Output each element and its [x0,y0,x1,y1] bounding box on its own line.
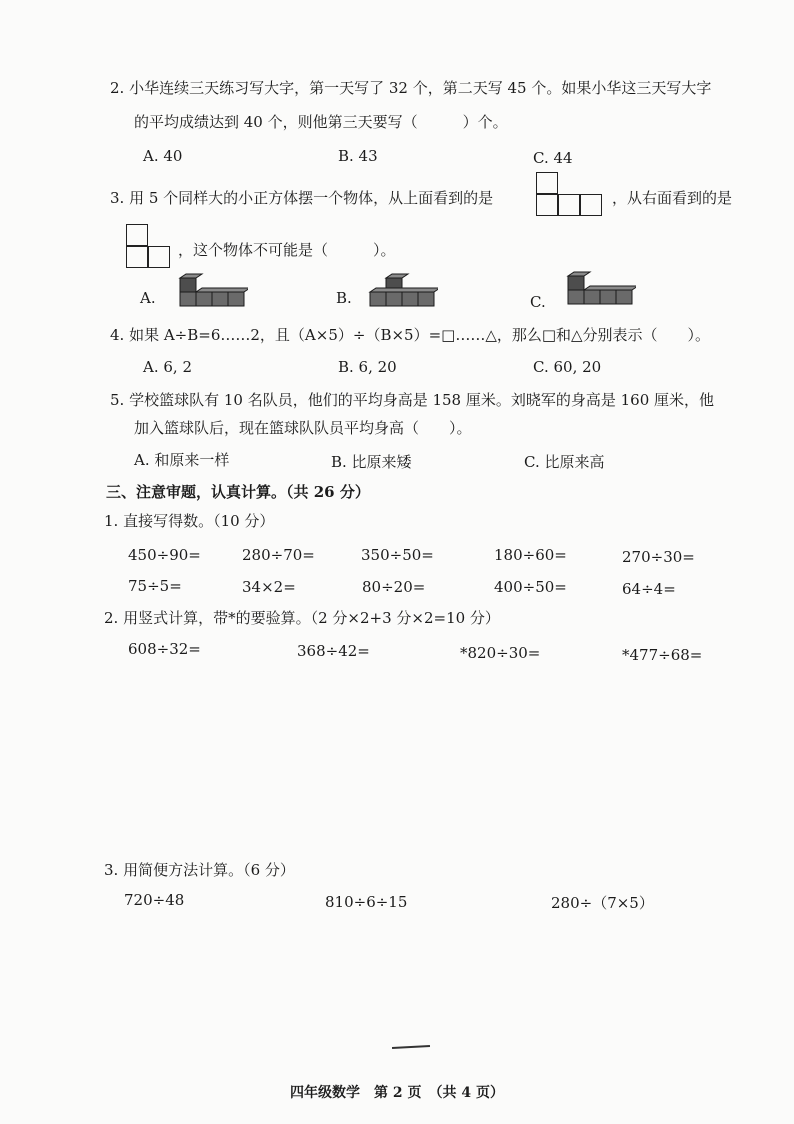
vertical-calc-item: 368÷42= [297,642,370,660]
q4-option-a: A. 6, 2 [143,358,192,376]
vertical-calc-item: *477÷68= [622,646,703,664]
section3-title: 三、注意审题，认真计算。（共 26 分） [106,483,370,501]
right-view-figure [126,224,174,270]
simplify-calc-item: 280÷（7×5） [551,894,654,912]
simplify-calc-item: 810÷6÷15 [325,893,408,911]
calc-item: 34×2= [242,578,296,596]
q3-text-c: ，这个物体不可能是（ ）。 [178,241,396,259]
q3-option-c-label: C. [530,293,546,311]
vertical-calc-item: 608÷32= [128,640,201,658]
q3-text-b: ，从右面看到的是 [612,189,733,207]
calc-item: 75÷5= [128,577,182,595]
q4-option-b: B. 6, 20 [338,358,397,376]
cube-figure-b [366,272,438,308]
cube-figure-c [564,270,636,306]
section3-part2-title: 2. 用竖式计算，带*的要验算。（2 分×2+3 分×2=10 分） [104,609,500,627]
q4-option-c: C. 60, 20 [533,358,602,376]
q2-text-line1: 2. 小华连续三天练习写大字，第一天写了 32 个，第二天写 45 个。如果小华这三天写大字 [110,79,712,97]
q5-option-b: B. 比原来矮 [331,453,412,471]
q2-option-c: C. 44 [533,149,573,167]
section3-part3-title: 3. 用简便方法计算。（6 分） [104,861,295,879]
q3-option-b-label: B. [336,289,352,307]
q3-text-a: 3. 用 5 个同样大的小正方体摆一个物体，从上面看到的是 [110,189,494,207]
q5-option-a: A. 和原来一样 [134,451,230,469]
calc-item: 350÷50= [361,546,434,564]
calc-item: 400÷50= [494,578,567,596]
section3-part1-title: 1. 直接写得数。（10 分） [104,512,275,530]
cube-figure-a [178,272,248,308]
calc-item: 180÷60= [494,546,567,564]
calc-item: 64÷4= [622,580,676,598]
page-footer: 四年级数学 第 2 页 （共 4 页） [290,1085,504,1101]
top-view-figure [536,172,606,218]
q2-option-a: A. 40 [143,147,183,165]
q2-text-line2: 的平均成绩达到 40 个，则他第三天要写（ ）个。 [134,113,508,131]
q4-text: 4. 如果 A÷B=6……2，且（A×5）÷（B×5）=□……△，那么□和△分别表示（ ）。 [110,326,711,344]
calc-item: 270÷30= [622,548,695,566]
q5-option-c: C. 比原来高 [524,453,605,471]
calc-item: 80÷20= [362,578,426,596]
q5-text-line2: 加入篮球队后，现在篮球队队员平均身高（ ）。 [134,419,472,437]
q3-option-a-label: A. [140,289,156,307]
q2-option-b: B. 43 [338,147,378,165]
simplify-calc-item: 720÷48 [124,891,185,909]
pen-mark [392,1045,430,1049]
vertical-calc-item: *820÷30= [460,644,541,662]
q5-text-line1: 5. 学校篮球队有 10 名队员，他们的平均身高是 158 厘米。刘晓军的身高是 160 厘米，他 [110,391,715,409]
calc-item: 280÷70= [242,546,315,564]
calc-item: 450÷90= [128,546,201,564]
